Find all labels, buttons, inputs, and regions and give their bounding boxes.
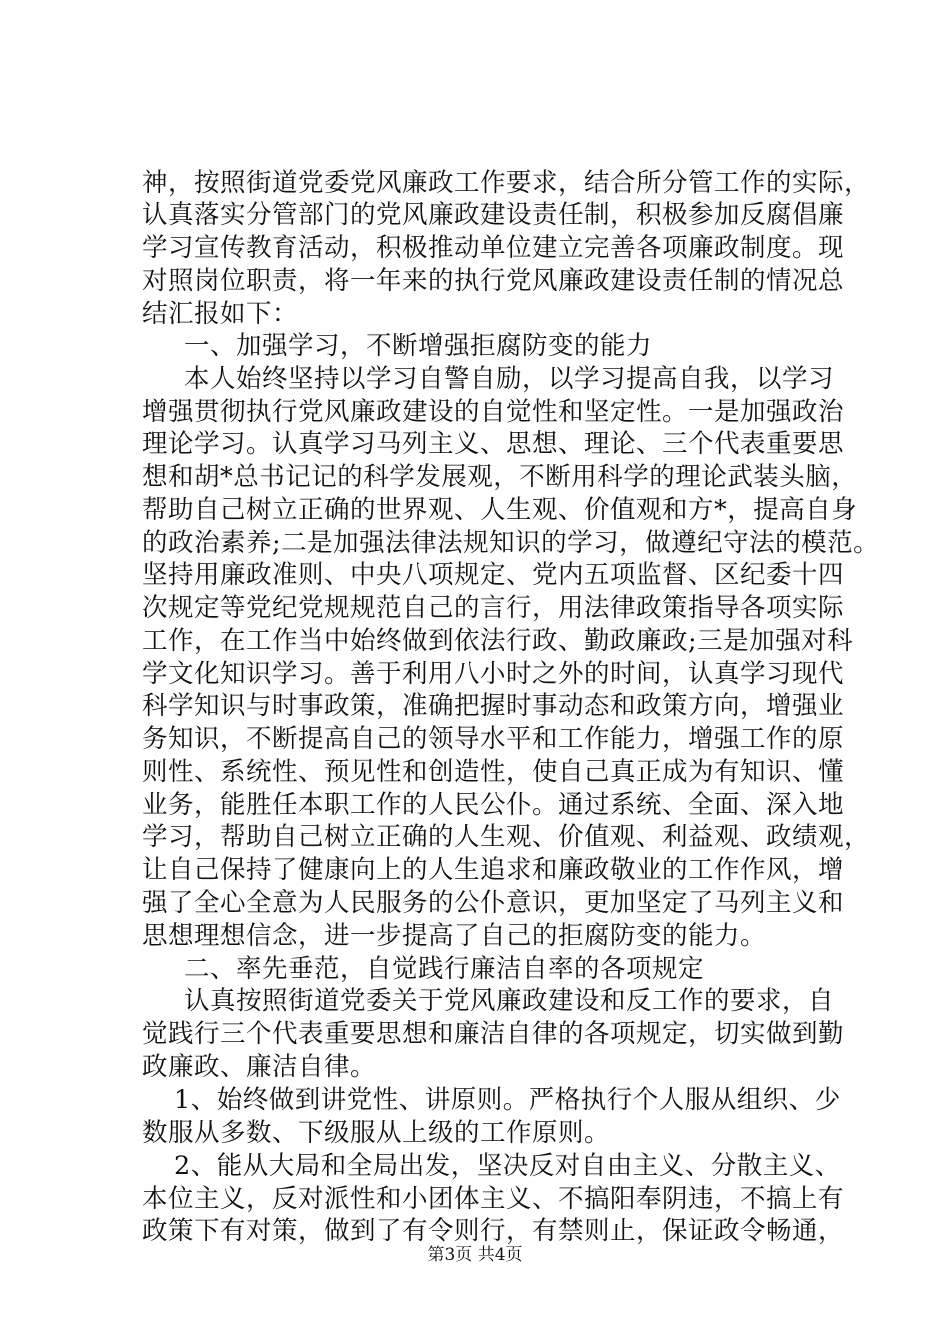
text-line: 认真按照街道党委关于党风廉政建设和反工作的要求，自 (184, 986, 835, 1016)
text-line: 1、始终做到讲党性、讲原则。严格执行个人服从组织、少 (174, 1085, 841, 1115)
text-line: 二、率先垂范，自觉践行廉洁自率的各项规定 (184, 954, 705, 984)
text-line: 认真落实分管部门的党风廉政建设责任制，积极参加反腐倡廉 (142, 200, 845, 230)
text-line: 强了全心全意为人民服务的公仆意识，更加坚定了马列主义和 (142, 888, 845, 918)
text-line: 的政治素养;二是加强法律法规知识的学习，做遵纪守法的模范。 (142, 528, 880, 558)
text-line: 让自己保持了健康向上的人生追求和廉政敬业的工作作风，增 (142, 855, 845, 885)
text-line: 次规定等党纪党规规范自己的言行，用法律政策指导各项实际 (142, 593, 845, 623)
text-line: 对照岗位职责，将一年来的执行党风廉政建设责任制的情况总 (142, 266, 845, 296)
text-line: 思想理想信念，进一步提高了自己的拒腐防变的能力。 (142, 921, 767, 951)
text-line: 则性、系统性、预见性和创造性，使自己真正成为有知识、懂 (142, 757, 845, 787)
text-line: 学习，帮助自己树立正确的人生观、价值观、利益观、政绩观， (142, 822, 871, 852)
text-line: 理论学习。认真学习马列主义、思想、理论、三个代表重要思 (142, 429, 845, 459)
text-line: 坚持用廉政准则、中央八项规定、党内五项监督、区纪委十四 (142, 560, 845, 590)
text-line: 神，按照街道党委党风廉政工作要求，结合所分管工作的实际， (142, 168, 871, 198)
text-line: 业务，能胜任本职工作的人民公仆。通过系统、全面、深入地 (142, 790, 845, 820)
text-line: 政策下有对策，做到了有令则行，有禁则止，保证政令畅通， (142, 1216, 845, 1246)
page-footer: 第3页 共4页 (427, 1245, 523, 1265)
text-line: 学习宣传教育活动，积极推动单位建立完善各项廉政制度。现 (142, 233, 845, 263)
text-line: 想和胡*总书记记的科学发展观，不断用科学的理论武装头脑， (142, 462, 858, 492)
text-line: 本位主义，反对派性和小团体主义、不搞阳奉阴违，不搞上有 (142, 1184, 845, 1214)
text-line: 结汇报如下： (142, 299, 299, 329)
text-line: 本人始终坚持以学习自警自励，以学习提高自我，以学习 (184, 364, 835, 394)
text-line: 工作，在工作当中始终做到依法行政、勤政廉政;三是加强对科 (142, 626, 854, 656)
text-line: 增强贯彻执行党风廉政建设的自觉性和坚定性。一是加强政治 (142, 397, 845, 427)
text-line: 数服从多数、下级服从上级的工作原则。 (142, 1118, 611, 1148)
text-line: 务知识，不断提高自己的领导水平和工作能力，增强工作的原 (142, 724, 845, 754)
text-line: 学文化知识学习。善于利用八小时之外的时间，认真学习现代 (142, 659, 845, 689)
text-line: 帮助自己树立正确的世界观、人生观、价值观和方*，提高自身 (142, 495, 858, 525)
text-line: 2、能从大局和全局出发，坚决反对自由主义、分散主义、 (174, 1151, 841, 1181)
text-line: 科学知识与时事政策，准确把握时事动态和政策方向，增强业 (142, 691, 845, 721)
text-line: 一、加强学习，不断增强拒腐防变的能力 (184, 331, 653, 361)
text-line: 觉践行三个代表重要思想和廉洁自律的各项规定，切实做到勤 (142, 1019, 845, 1049)
text-line: 政廉政、廉洁自律。 (142, 1052, 377, 1082)
